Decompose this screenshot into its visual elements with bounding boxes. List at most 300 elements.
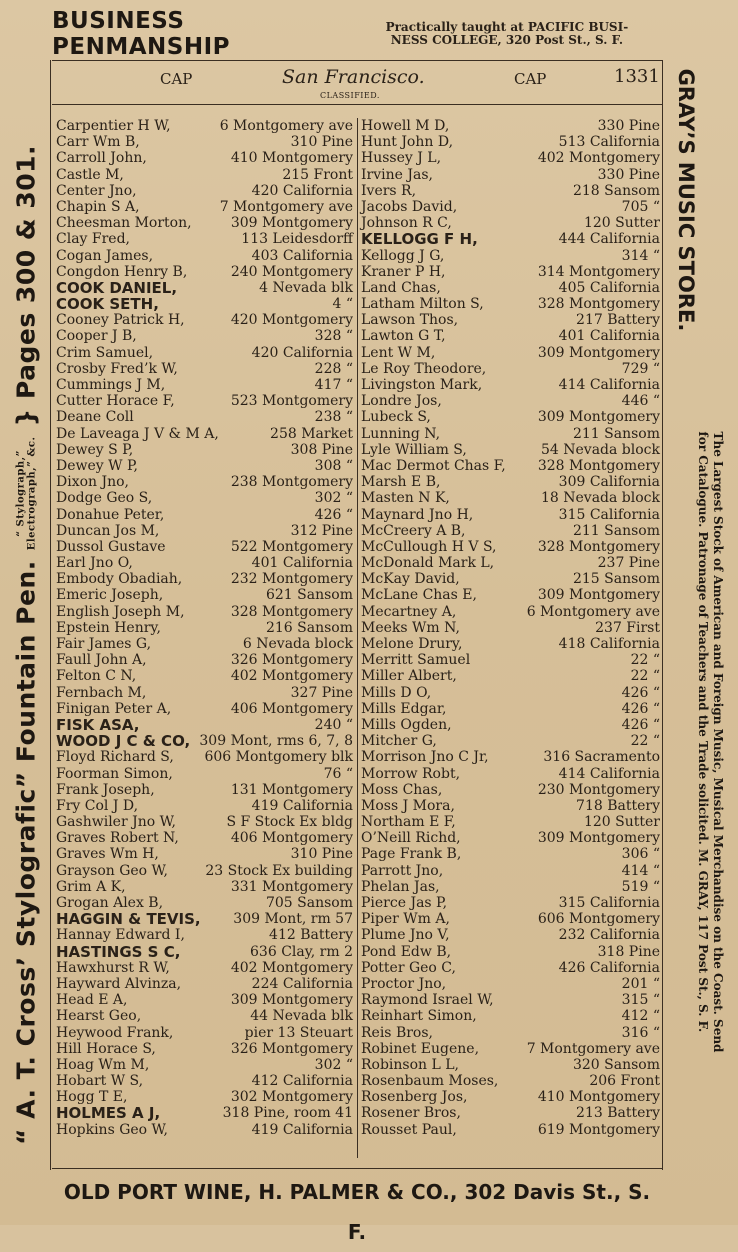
entry-name: Lunning N, xyxy=(361,425,441,442)
entry-address: 426 “ xyxy=(621,700,660,717)
directory-entry xyxy=(361,248,660,264)
directory-entry xyxy=(361,458,660,474)
entry-address: 418 California xyxy=(558,636,660,652)
directory-entry xyxy=(361,846,660,862)
directory-entry xyxy=(56,1025,353,1041)
directory-entry xyxy=(361,976,660,992)
entry-address: 237 First xyxy=(595,619,660,636)
directory-entry xyxy=(56,215,353,231)
directory-entry xyxy=(56,911,353,927)
entry-name: Cutter Horace F, xyxy=(56,393,175,410)
running-head-left: CAP xyxy=(160,70,193,88)
directory-entry xyxy=(56,1041,353,1057)
directory-entry xyxy=(361,587,660,603)
entry-address: 22 “ xyxy=(630,733,660,750)
entry-name: Cogan James, xyxy=(56,247,154,264)
entry-address: 113 Leidesdorff xyxy=(241,231,353,248)
directory-entry xyxy=(56,927,353,943)
entry-address: 513 California xyxy=(558,134,660,151)
entry-name: Irvine Jas, xyxy=(361,166,433,183)
entry-name: Plume Jno V, xyxy=(361,927,450,944)
directory-entry xyxy=(56,960,353,976)
entry-name: Londre Jos, xyxy=(361,393,442,410)
entry-name: Masten N K, xyxy=(361,490,450,507)
directory-entry xyxy=(56,134,353,150)
top-rule xyxy=(52,60,662,61)
directory-entry xyxy=(56,458,353,474)
entry-name: Proctor Jno, xyxy=(361,975,447,992)
right-border-rule xyxy=(662,60,663,1170)
entry-address: 7 Montgomery ave xyxy=(526,1040,660,1057)
entry-name: Hawxhurst R W, xyxy=(56,959,170,976)
entry-name: Foorman Simon, xyxy=(56,765,173,782)
entry-name: Northam E F, xyxy=(361,814,456,831)
entry-name: Dodge Geo S, xyxy=(56,490,153,507)
entry-address: 420 California xyxy=(251,182,353,199)
entry-address: 522 Montgomery xyxy=(230,538,353,555)
entry-name: KELLOGG F H, xyxy=(361,230,478,249)
entry-name: Ivers R, xyxy=(361,182,417,199)
entry-address: 328 Montgomery xyxy=(537,538,660,555)
entry-name: Mitcher G, xyxy=(361,733,437,750)
directory-entry xyxy=(56,167,353,183)
directory-entry xyxy=(56,296,353,312)
directory-entry xyxy=(56,377,353,393)
right-ad-title: GRAY’S MUSIC STORE. xyxy=(674,68,698,332)
entry-address: 302 “ xyxy=(314,490,353,507)
entry-address: 636 Clay, rm 2 xyxy=(250,943,353,960)
entry-name: Donahue Peter, xyxy=(56,506,165,523)
entry-name: Merritt Samuel xyxy=(361,652,471,669)
entry-name: WOOD J C & CO, xyxy=(56,732,191,751)
column-divider xyxy=(357,118,358,1158)
entry-name: Center Jno, xyxy=(56,182,137,199)
directory-entry xyxy=(361,1073,660,1089)
directory-entry xyxy=(56,587,353,603)
entry-address: 120 Sutter xyxy=(583,215,660,232)
entry-name: Mecartney A, xyxy=(361,603,457,620)
directory-entry xyxy=(361,523,660,539)
entry-name: Hill Horace S, xyxy=(56,1040,156,1057)
directory-entry xyxy=(56,879,353,895)
right-ad-text xyxy=(695,432,725,1053)
entry-address: 22 “ xyxy=(630,652,660,669)
entry-address: 309 California xyxy=(558,474,660,491)
entry-name: Cooper J B, xyxy=(56,328,137,345)
entry-address: 519 “ xyxy=(621,878,660,895)
entry-address: 320 Sansom xyxy=(572,1056,660,1073)
entry-address: 213 Battery xyxy=(576,1105,660,1122)
entry-address: 402 Montgomery xyxy=(537,150,660,167)
directory-entry xyxy=(361,507,660,523)
entry-name: Dussol Gustave xyxy=(56,538,166,555)
directory-entry xyxy=(56,183,353,199)
entry-name: Mac Dermot Chas F, xyxy=(361,457,506,474)
directory-entry xyxy=(361,685,660,701)
directory-entry xyxy=(361,1025,660,1041)
entry-name: De Laveaga J V & M A, xyxy=(56,425,219,442)
directory-entry xyxy=(361,231,660,247)
entry-name: Hussey J L, xyxy=(361,150,442,167)
directory-entry xyxy=(56,749,353,765)
page-number: 1331 xyxy=(614,66,660,87)
entry-name: Cooney Patrick H, xyxy=(56,312,185,329)
top-advertisement xyxy=(52,8,662,60)
entry-name: COOK DANIEL, xyxy=(56,278,178,297)
top-ad-line1: Practically taught at PACIFIC BUSI- xyxy=(385,20,629,34)
directory-entry xyxy=(56,231,353,247)
entry-name: Crim Samuel, xyxy=(56,344,154,361)
entry-address: 446 “ xyxy=(621,393,660,410)
entry-address: 224 California xyxy=(251,975,353,992)
entry-name: Phelan Jas, xyxy=(361,878,440,895)
directory-entry xyxy=(361,490,660,506)
entry-address: 420 Montgomery xyxy=(230,312,353,329)
header-rule xyxy=(52,104,662,105)
directory-entry xyxy=(56,636,353,652)
entry-address: 326 Montgomery xyxy=(230,652,353,669)
entry-name: McKay David, xyxy=(361,571,460,588)
entry-address: 401 California xyxy=(251,555,353,572)
entry-name: Dewey W P, xyxy=(56,457,139,474)
entry-address: 218 Sansom xyxy=(572,182,660,199)
entry-name: Mills D O, xyxy=(361,684,432,701)
entry-name: Hunt John D, xyxy=(361,134,454,151)
entry-address: 22 “ xyxy=(630,668,660,685)
entry-name: Castle M, xyxy=(56,166,124,183)
entry-address: 412 Battery xyxy=(269,927,353,944)
entry-address: 328 “ xyxy=(314,328,353,345)
entry-address: 402 Montgomery xyxy=(230,959,353,976)
entry-address: 4 “ xyxy=(332,296,353,313)
left-ad-small2: Electrograph,” &c. xyxy=(26,436,37,551)
entry-address: 523 Montgomery xyxy=(230,393,353,410)
entry-address: 328 Montgomery xyxy=(230,603,353,620)
entry-name: Epstein Henry, xyxy=(56,619,161,636)
entry-name: Carpentier H W, xyxy=(56,118,171,134)
entry-name: Chapin S A, xyxy=(56,198,140,215)
entry-name: Fry Col J D, xyxy=(56,797,139,814)
entry-address: 412 California xyxy=(251,1073,353,1090)
entry-address: 18 Nevada block xyxy=(540,490,660,507)
entry-address: 44 Nevada blk xyxy=(250,1008,353,1025)
directory-entry xyxy=(56,150,353,166)
entry-name: Hearst Geo, xyxy=(56,1008,142,1025)
entry-name: Hogg T E, xyxy=(56,1089,128,1106)
entry-name: Land Chas, xyxy=(361,279,441,296)
entry-address: 308 Pine xyxy=(290,441,353,458)
directory-entry xyxy=(361,944,660,960)
entry-address: 606 Montgomery xyxy=(537,911,660,928)
entry-name: Pierce Jas P, xyxy=(361,895,448,911)
entry-address: 444 California xyxy=(558,231,660,248)
entry-name: Reis Bros, xyxy=(361,1024,433,1041)
directory-entry xyxy=(361,1008,660,1024)
directory-entry xyxy=(361,960,660,976)
entry-name: Mills Ogden, xyxy=(361,716,452,733)
entry-address: 410 Montgomery xyxy=(537,1089,660,1106)
entry-address: 426 California xyxy=(558,959,660,976)
left-ad-pages: } Pages 300 & 301. xyxy=(11,144,41,427)
entry-name: Hayward Alvinza, xyxy=(56,975,182,992)
directory-entry xyxy=(361,264,660,280)
directory-entry xyxy=(56,507,353,523)
entry-address: 315 California xyxy=(558,506,660,523)
directory-entry xyxy=(56,620,353,636)
entry-name: Graves Wm H, xyxy=(56,846,159,863)
top-ad-line2: NESS COLLEGE, 320 Post St., S. F. xyxy=(390,33,624,47)
directory-entry xyxy=(361,393,660,409)
directory-entry xyxy=(361,1122,660,1138)
entry-name: Gashwiler Jno W, xyxy=(56,814,176,831)
entry-name: McDonald Mark L, xyxy=(361,555,495,572)
directory-entry xyxy=(56,1105,353,1121)
directory-entry xyxy=(361,668,660,684)
directory-entry xyxy=(56,474,353,490)
entry-address: 410 Montgomery xyxy=(230,150,353,167)
entry-name: HASTINGS S C, xyxy=(56,942,181,961)
entry-address: 426 “ xyxy=(621,716,660,733)
entry-address: 330 Pine xyxy=(597,118,660,134)
directory-entry xyxy=(56,312,353,328)
entry-address: 414 California xyxy=(558,377,660,393)
entry-address: 120 Sutter xyxy=(583,814,660,831)
entry-name: Hobart W S, xyxy=(56,1073,144,1090)
directory-entry xyxy=(56,976,353,992)
entry-address: 309 Mont, rms 6, 7, 8 xyxy=(199,733,353,750)
directory-entry xyxy=(56,1057,353,1073)
entry-address: 426 “ xyxy=(621,684,660,701)
directory-entry xyxy=(56,1122,353,1138)
directory-entry xyxy=(361,927,660,943)
directory-entry xyxy=(56,604,353,620)
directory-entry xyxy=(56,264,353,280)
entry-name: Miller Albert, xyxy=(361,668,457,685)
entry-address: 621 Sansom xyxy=(265,587,353,604)
directory-entry xyxy=(56,409,353,425)
entry-address: 309 Montgomery xyxy=(537,587,660,604)
entry-name: McLane Chas E, xyxy=(361,587,477,604)
directory-entry xyxy=(56,280,353,296)
entry-name: Morrow Robt, xyxy=(361,765,461,782)
bottom-rule xyxy=(52,1168,662,1169)
entry-name: Lubeck S, xyxy=(361,409,431,426)
entry-name: Hopkins Geo W, xyxy=(56,1121,168,1138)
entry-name: McCreery A B, xyxy=(361,522,466,539)
directory-entry xyxy=(361,345,660,361)
directory-entry xyxy=(56,426,353,442)
directory-entry xyxy=(361,766,660,782)
right-advertisement xyxy=(664,70,734,1180)
entry-address: 6 Montgomery ave xyxy=(526,603,660,620)
entry-name: Frank Joseph, xyxy=(56,781,155,798)
entry-name: Cheesman Morton, xyxy=(56,215,192,232)
entry-name: Johnson R C, xyxy=(361,215,452,232)
left-ad-small1: “ Stylograph,” xyxy=(15,450,26,537)
entry-name: Lyle William S, xyxy=(361,441,467,458)
directory-entry xyxy=(361,798,660,814)
entry-address: 315 California xyxy=(558,895,660,911)
entry-name: Emeric Joseph, xyxy=(56,587,164,604)
entry-name: Potter Geo C, xyxy=(361,959,456,976)
entry-name: COOK SETH, xyxy=(56,295,159,314)
entry-name: Moss Chas, xyxy=(361,781,443,798)
entry-address: 406 Montgomery xyxy=(230,700,353,717)
entry-address: 426 “ xyxy=(314,506,353,523)
entry-name: English Joseph M, xyxy=(56,603,185,620)
entry-address: 315 “ xyxy=(621,992,660,1009)
entry-address: 405 California xyxy=(558,279,660,296)
entry-name: Heywood Frank, xyxy=(56,1024,174,1041)
running-head xyxy=(52,64,662,104)
entry-address: 216 Sansom xyxy=(265,619,353,636)
entry-address: pier 13 Steuart xyxy=(244,1024,353,1041)
directory-entry xyxy=(56,668,353,684)
directory-entry xyxy=(56,814,353,830)
directory-entry xyxy=(361,134,660,150)
entry-name: Grayson Geo W, xyxy=(56,862,168,879)
directory-entry xyxy=(56,1008,353,1024)
entry-name: Dewey S P, xyxy=(56,441,134,458)
entry-address: 729 “ xyxy=(621,360,660,377)
entry-address: 414 California xyxy=(558,765,660,782)
entry-address: 318 Pine, room 41 xyxy=(222,1105,353,1122)
entry-name: Rosener Bros, xyxy=(361,1105,461,1122)
directory-entry xyxy=(56,1073,353,1089)
entry-name: Morrison Jno C Jr, xyxy=(361,749,489,766)
directory-entry xyxy=(361,361,660,377)
directory-entry xyxy=(361,409,660,425)
entry-name: Rosenberg Jos, xyxy=(361,1089,468,1106)
directory-entry xyxy=(56,490,353,506)
directory-entry xyxy=(56,523,353,539)
entry-name: FISK ASA, xyxy=(56,715,140,734)
directory-entry xyxy=(56,118,353,134)
entry-name: Lawton G T, xyxy=(361,328,446,345)
directory-entry xyxy=(361,879,660,895)
right-ad-line2: for Catalogue. Patronage of Teachers and the Trade solicited. M. GRAY, 117 Post St., S. F. xyxy=(696,431,710,1033)
entry-address: 316 “ xyxy=(621,1024,660,1041)
entry-name: Piper Wm A, xyxy=(361,911,450,928)
directory-entry xyxy=(361,167,660,183)
directory-entry xyxy=(56,652,353,668)
entry-name: Faull John A, xyxy=(56,652,147,669)
entry-name: Grim A K, xyxy=(56,878,126,895)
entry-address: 606 Montgomery blk xyxy=(204,749,353,766)
entry-address: 7 Montgomery ave xyxy=(219,198,353,215)
entry-address: 54 Nevada block xyxy=(540,441,660,458)
right-column xyxy=(361,118,660,1138)
entry-address: 327 Pine xyxy=(290,684,353,701)
directory-entry xyxy=(361,442,660,458)
bottom-advertisement: OLD PORT WINE, H. PALMER & CO., 302 Davis St., S. F. xyxy=(63,1180,651,1244)
entry-name: Floyd Richard S, xyxy=(56,749,174,766)
top-ad-text xyxy=(352,21,662,47)
entry-name: Embody Obadiah, xyxy=(56,571,183,588)
directory-entry xyxy=(361,782,660,798)
entry-address: 302 “ xyxy=(314,1056,353,1073)
entry-address: 302 Montgomery xyxy=(230,1089,353,1106)
entry-name: Maynard Jno H, xyxy=(361,506,474,523)
directory-entry xyxy=(361,717,660,733)
directory-entry xyxy=(56,393,353,409)
directory-entry xyxy=(361,636,660,652)
entry-address: 238 “ xyxy=(314,409,353,426)
entry-name: Robinet Eugene, xyxy=(361,1040,480,1057)
entry-name: McCullough H V S, xyxy=(361,538,497,555)
directory-entry xyxy=(361,571,660,587)
entry-address: 211 Sansom xyxy=(572,425,660,442)
entry-name: Raymond Israel W, xyxy=(361,992,494,1009)
directory-entry xyxy=(56,846,353,862)
entry-address: 309 Montgomery xyxy=(537,409,660,426)
entry-address: 309 Montgomery xyxy=(230,215,353,232)
directory-entry xyxy=(361,604,660,620)
directory-entry xyxy=(56,733,353,749)
entry-name: Pond Edw B, xyxy=(361,943,452,960)
entry-name: Le Roy Theodore, xyxy=(361,360,487,377)
entry-name: Carr Wm B, xyxy=(56,134,140,151)
entry-name: Kraner P H, xyxy=(361,263,446,280)
directory-entry xyxy=(56,944,353,960)
entry-address: 419 California xyxy=(251,1121,353,1138)
entry-address: 6 Nevada block xyxy=(242,636,353,652)
entry-address: 412 “ xyxy=(621,1008,660,1025)
entry-name: Meeks Wm N, xyxy=(361,619,460,636)
directory-entry xyxy=(361,312,660,328)
entry-address: 419 California xyxy=(251,797,353,814)
entry-address: 23 Stock Ex building xyxy=(205,862,353,879)
entry-address: 309 Montgomery xyxy=(537,344,660,361)
directory-entry xyxy=(56,328,353,344)
directory-entry xyxy=(361,749,660,765)
directory-entry xyxy=(361,199,660,215)
entry-name: O’Neill Richd, xyxy=(361,830,461,847)
right-ad-line1: The Largest Stock of American and Foreign Music, Musical Merchandise on the Coast. Send xyxy=(711,431,725,1053)
entry-address: 330 Pine xyxy=(597,166,660,183)
entry-address: 308 “ xyxy=(314,457,353,474)
directory-entry xyxy=(361,328,660,344)
entry-name: Robinson L L, xyxy=(361,1056,459,1073)
entry-name: Head E A, xyxy=(56,992,128,1009)
directory-entry xyxy=(56,442,353,458)
directory-entry xyxy=(361,539,660,555)
directory-entry xyxy=(361,280,660,296)
entry-name: Hannay Edward I, xyxy=(56,927,185,944)
entry-address: 131 Montgomery xyxy=(230,781,353,798)
directory-entry xyxy=(361,1041,660,1057)
directory-entry xyxy=(56,199,353,215)
directory-entry xyxy=(361,911,660,927)
entry-address: 215 Front xyxy=(282,166,353,183)
entry-name: Hoag Wm M, xyxy=(56,1056,150,1073)
entry-address: 316 Sacramento xyxy=(543,749,660,766)
directory-entry xyxy=(361,992,660,1008)
entry-address: 406 Montgomery xyxy=(230,830,353,847)
entry-name: Livingston Mark, xyxy=(361,377,483,393)
directory-entry xyxy=(361,1089,660,1105)
directory-entry xyxy=(56,248,353,264)
entry-address: 718 Battery xyxy=(576,797,660,814)
directory-entry xyxy=(56,863,353,879)
entry-name: Carroll John, xyxy=(56,150,147,167)
directory-entry xyxy=(361,377,660,393)
directory-entry xyxy=(56,895,353,911)
entry-address: 420 California xyxy=(251,344,353,361)
directory-entry xyxy=(56,717,353,733)
entry-name: Lawson Thos, xyxy=(361,312,459,329)
entry-address: 328 Montgomery xyxy=(537,457,660,474)
